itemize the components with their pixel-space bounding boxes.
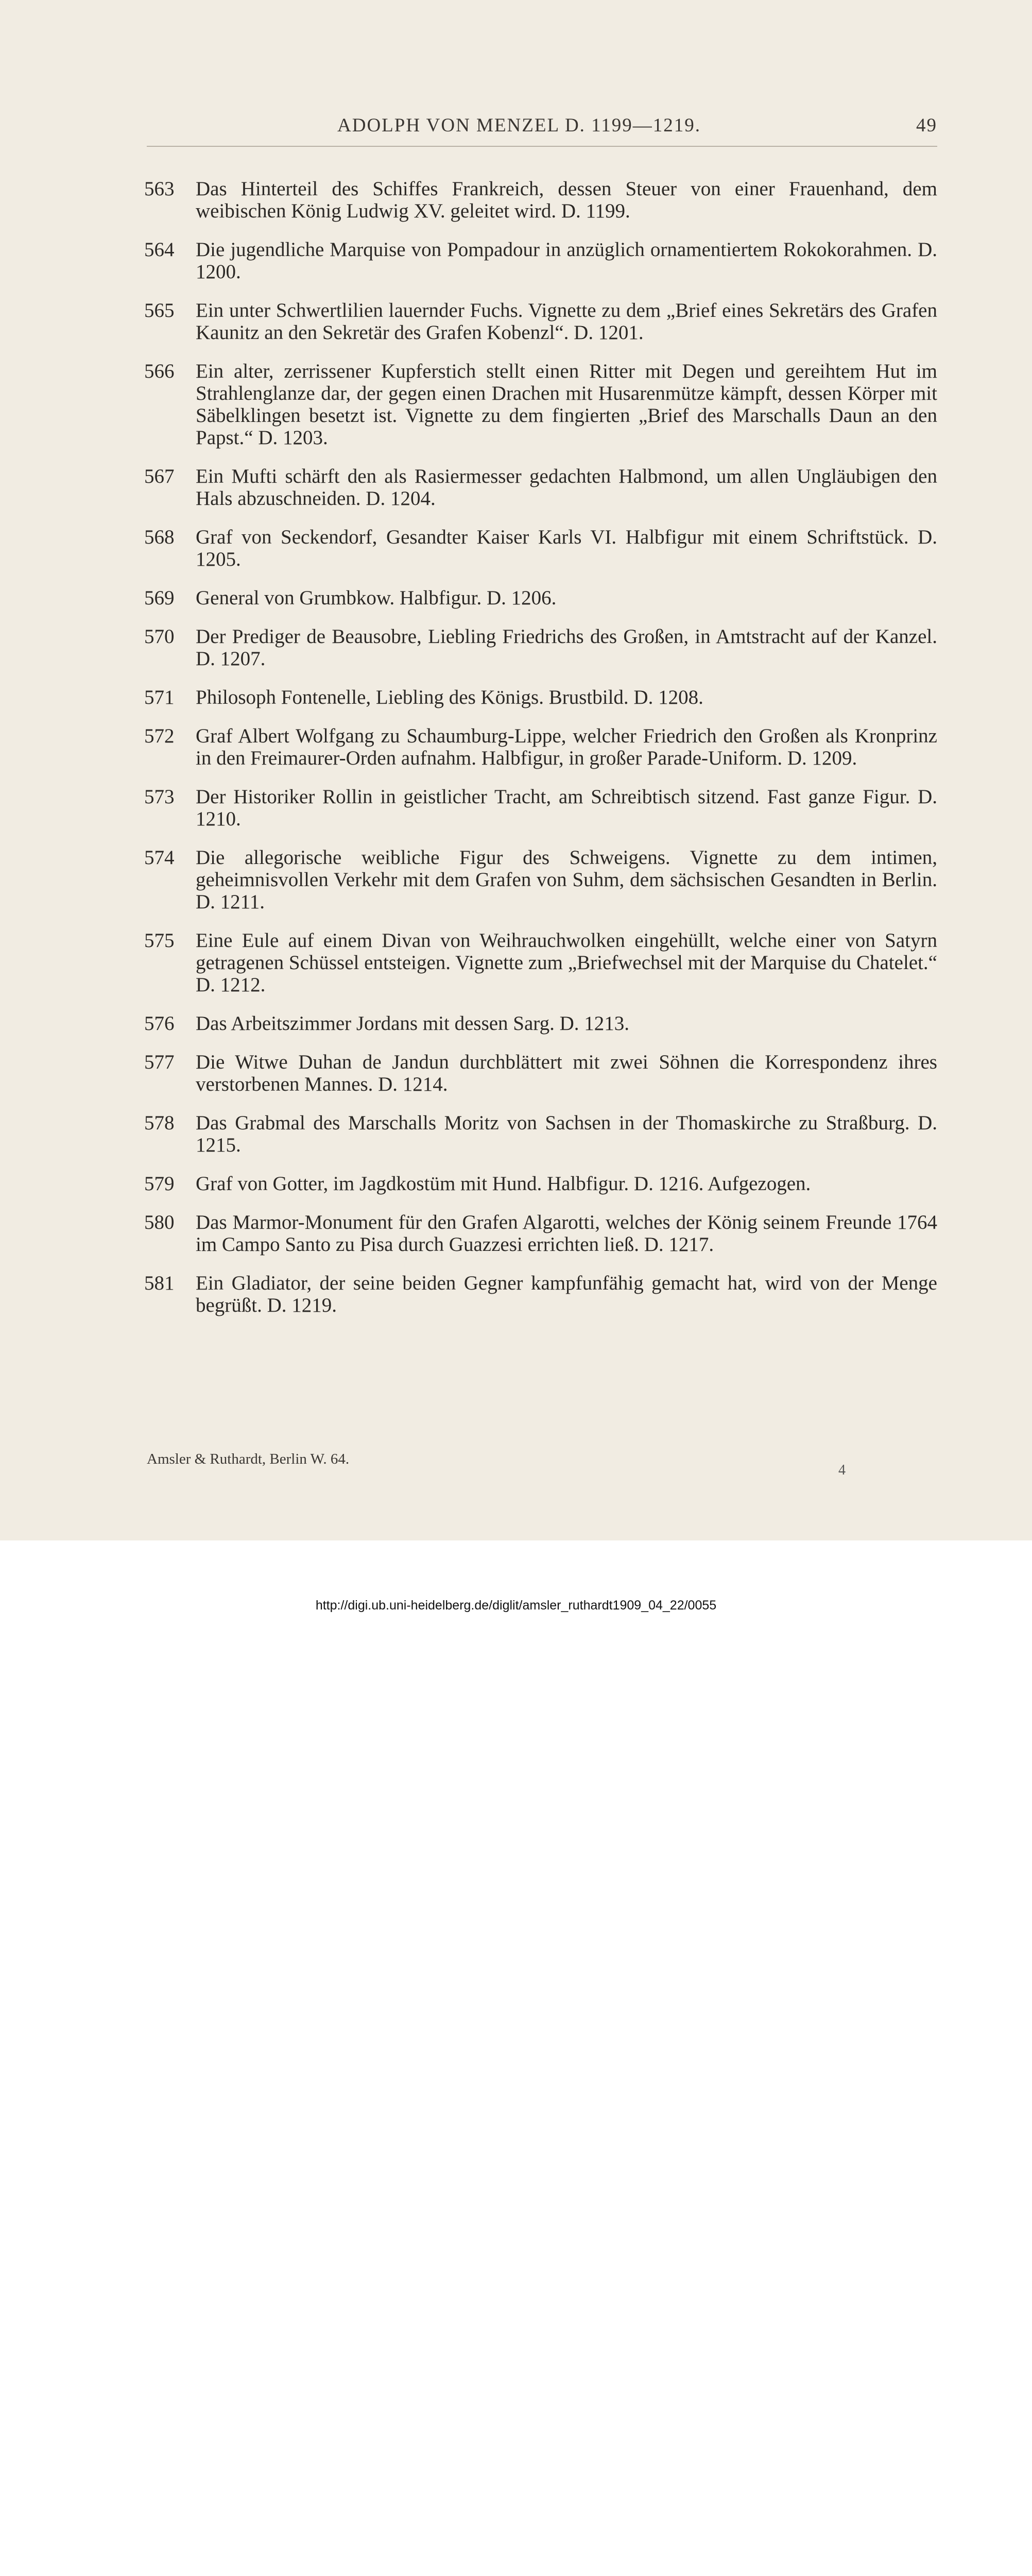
entry-number: 576: [144, 1012, 175, 1035]
entry-number: 579: [144, 1173, 175, 1195]
catalog-entry: [144, 1272, 937, 1316]
catalog-entry: [144, 1112, 937, 1156]
entry-number: 568: [144, 526, 175, 548]
entry-number: 564: [144, 239, 175, 261]
catalog-entry: [144, 178, 937, 222]
entry-text: Der Prediger de Beausobre, Liebling Friedrichs des Großen, in Amtstracht auf der Kanzel. D. 1207.: [196, 625, 937, 670]
entry-text: Die allegorische weibliche Figur des Schweigens. Vignette zu dem intimen, geheimnisvollen Verkehr mit dem Grafen von Suhm, dem sächsischen Gesandten in Berlin. D. 1211.: [196, 846, 937, 913]
catalog-entry: [144, 239, 937, 283]
entry-text: Ein alter, zerrissener Kupferstich stellt einen Ritter mit Degen und gereihtem Hut im Strahlenglanze dar, der gegen einen Drachen mit Husarenmütze kämpft, dessen Körper mit Säbelklingen besetzt ist. Vignette zu dem fingierten „Brief des Marschalls Daun an den Papst.“ D. 1203.: [196, 360, 937, 449]
entry-text: Die jugendliche Marquise von Pompadour in anzüglich ornamentiertem Rokokorahmen. D. 1200.: [196, 239, 937, 283]
entry-number: 569: [144, 587, 175, 609]
catalog-entry: [144, 299, 937, 344]
entry-number: 581: [144, 1272, 175, 1294]
catalog-entry: [144, 1012, 937, 1035]
entry-text: Das Arbeitszimmer Jordans mit dessen Sarg. D. 1213.: [196, 1012, 630, 1035]
source-url[interactable]: http://digi.ub.uni-heidelberg.de/diglit/amsler_ruthardt1909_04_22/0055: [315, 1598, 717, 1613]
entry-number: 571: [144, 686, 175, 708]
catalog-entry: [144, 929, 937, 996]
catalog-entry: [144, 786, 937, 830]
catalog-entry: [144, 1211, 937, 1256]
entry-text: Das Hinterteil des Schiffes Frankreich, dessen Steuer von einer Frauenhand, dem weibischen König Ludwig XV. geleitet wird. D. 1199.: [196, 178, 937, 222]
entry-number: 575: [144, 929, 175, 952]
catalog-entry: [144, 725, 937, 769]
entry-number: 566: [144, 360, 175, 382]
entry-text: Das Grabmal des Marschalls Moritz von Sachsen in der Thomaskirche zu Straßburg. D. 1215.: [196, 1112, 937, 1156]
catalog-entry: [144, 1173, 937, 1195]
publisher-imprint: Amsler & Ruthardt, Berlin W. 64.: [147, 1451, 350, 1467]
entry-text: Die Witwe Duhan de Jandun durchblättert mit zwei Söhnen die Korrespondenz ihres verstorbenen Mannes. D. 1214.: [196, 1051, 937, 1095]
page-number: 49: [916, 115, 937, 136]
entry-number: 572: [144, 725, 175, 747]
entry-text: Ein Mufti schärft den als Rasiermesser gedachten Halbmond, um allen Ungläubigen den Hals abzuschneiden. D. 1204.: [196, 465, 937, 510]
page-header: [147, 114, 937, 140]
digitization-bar: [0, 1540, 1032, 1597]
entry-number: 565: [144, 299, 175, 321]
catalog-entry: [144, 465, 937, 510]
entry-number: 573: [144, 786, 175, 808]
running-title: ADOLPH VON MENZEL D. 1199—1219.: [337, 115, 701, 136]
entry-number: 577: [144, 1051, 175, 1073]
entry-text: Ein Gladiator, der seine beiden Gegner kampfunfähig gemacht hat, wird von der Menge begrüßt. D. 1219.: [196, 1272, 937, 1316]
entry-text: Graf Albert Wolfgang zu Schaumburg-Lippe, welcher Friedrich den Großen als Kronprinz in den Freimaurer-Orden aufnahm. Halbfigur, in großer Parade-Uniform. D. 1209.: [196, 725, 937, 769]
catalog-entry: [144, 686, 937, 708]
signature-mark: 4: [838, 1462, 846, 1478]
catalog-entries: [144, 178, 937, 1333]
entry-text: Graf von Seckendorf, Gesandter Kaiser Karls VI. Halbfigur mit einem Schriftstück. D. 1205.: [196, 526, 937, 570]
entry-text: General von Grumbkow. Halbfigur. D. 1206.: [196, 587, 557, 609]
entry-number: 578: [144, 1112, 175, 1134]
header-rule: [147, 146, 937, 147]
catalog-entry: [144, 360, 937, 449]
entry-text: Eine Eule auf einem Divan von Weihrauchwolken eingehüllt, welche einer von Satyrn getragenen Schüssel entsteigen. Vignette zum „Briefwechsel mit der Marquise du Chatelet.“ D. 1212.: [196, 929, 937, 996]
catalog-entry: [144, 625, 937, 670]
entry-number: 567: [144, 465, 175, 487]
entry-text: Das Marmor-Monument für den Grafen Algarotti, welches der König seinem Freunde 1764 im Campo Santo zu Pisa durch Guazzesi errichten ließ. D. 1217.: [196, 1211, 937, 1256]
entry-text: Der Historiker Rollin in geistlicher Tracht, am Schreibtisch sitzend. Fast ganze Figur. D. 1210.: [196, 786, 937, 830]
entry-number: 570: [144, 625, 175, 648]
entry-number: 574: [144, 846, 175, 869]
entry-text: Graf von Gotter, im Jagdkostüm mit Hund. Halbfigur. D. 1216. Aufgezogen.: [196, 1173, 811, 1195]
entry-number: 580: [144, 1211, 175, 1233]
catalog-entry: [144, 587, 937, 609]
entry-number: 563: [144, 178, 175, 200]
entry-text: Ein unter Schwertlilien lauernder Fuchs. Vignette zu dem „Brief eines Sekretärs des Grafen Kaunitz an den Sekretär des Grafen Kobenzl“. D. 1201.: [196, 299, 937, 344]
catalog-entry: [144, 1051, 937, 1095]
catalog-entry: [144, 526, 937, 570]
entry-text: Philosoph Fontenelle, Liebling des Königs. Brustbild. D. 1208.: [196, 686, 703, 708]
catalog-entry: [144, 846, 937, 913]
